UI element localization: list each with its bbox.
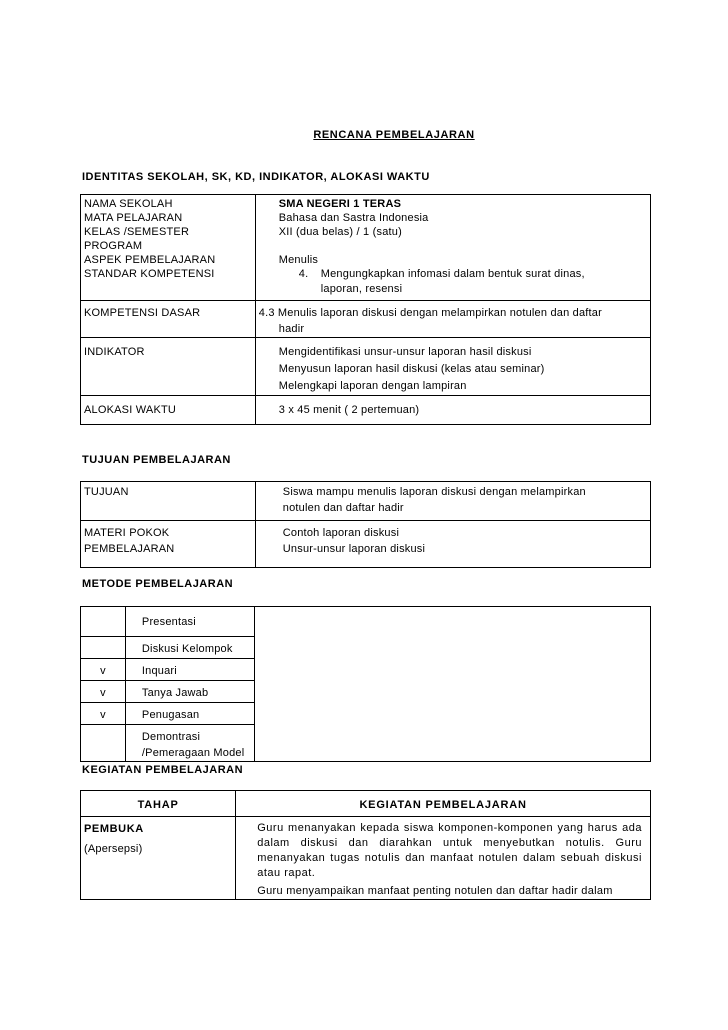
indikator-item: Mengidentifikasi unsur-unsur laporan hasil diskusi: [278, 346, 532, 358]
indikator-cell: [255, 338, 650, 396]
tujuan-cell: [255, 482, 650, 521]
metode-mark: [81, 637, 126, 659]
sk-number: 4.: [298, 268, 309, 280]
metode-mark: v: [81, 659, 126, 681]
alokasi-label: ALOKASI WAKTU: [81, 396, 256, 425]
kd-cell: [255, 301, 650, 338]
kegiatan-table: [80, 790, 651, 900]
metode-label: Tanya Jawab: [125, 681, 254, 703]
label-nama-sekolah: NAMA SEKOLAH: [84, 198, 173, 210]
metode-table: [80, 606, 651, 762]
kd-line: [259, 305, 650, 321]
table-row: [81, 521, 651, 568]
materi-cell: [255, 521, 650, 568]
identitas-table: [80, 194, 651, 425]
materi-label-cell: [81, 521, 256, 568]
kd-label: KOMPETENSI DASAR: [81, 301, 256, 338]
kd-text: Menulis laporan diskusi dengan melampirkan notulen dan daftar: [277, 307, 602, 319]
value-kelas-semester: XII (dua belas) / 1 (satu): [278, 226, 402, 238]
value-program: [279, 239, 650, 253]
sk-text: Mengungkapkan infomasi dalam bentuk surat dinas,: [320, 268, 585, 280]
tujuan-label: TUJUAN: [81, 482, 256, 521]
value-aspek: Menulis: [278, 254, 319, 266]
indikator-item: Menyusun laporan hasil diskusi (kelas atau seminar): [278, 363, 545, 375]
stage-name: PEMBUKA: [84, 823, 144, 835]
table-row: [81, 607, 651, 637]
identitas-heading: IDENTITAS SEKOLAH, SK, KD, INDIKATOR, ALOKASI WAKTU: [82, 171, 430, 183]
label-mata-pelajaran: MATA PELAJARAN: [84, 212, 183, 224]
indikator-label: INDIKATOR: [81, 338, 256, 396]
kegiatan-cell: [236, 817, 651, 900]
metode-label-cell: [125, 725, 254, 762]
metode-label: Diskusi Kelompok: [125, 637, 254, 659]
materi-label: MATERI POKOK: [84, 527, 170, 539]
tujuan-text: Siswa mampu menulis laporan diskusi dengan melampirkan: [282, 486, 586, 498]
metode-label: Demontrasi: [141, 731, 201, 743]
metode-label: Presentasi: [125, 607, 254, 637]
label-standar-kompetensi: STANDAR KOMPETENSI: [84, 268, 215, 280]
alokasi-value: 3 x 45 menit ( 2 pertemuan): [255, 396, 650, 425]
label-program: PROGRAM: [84, 240, 143, 252]
tujuan-table: [80, 481, 651, 568]
page-title: RENCANA PEMBELAJARAN: [313, 129, 475, 141]
label-kelas-semester: KELAS /SEMESTER: [84, 226, 190, 238]
metode-label: Inquari: [125, 659, 254, 681]
stage-cell: [81, 817, 236, 900]
metode-label-cont: /Pemeragaan Model: [141, 747, 245, 759]
kegiatan-text: Guru menanyakan kepada siswa komponen-komponen yang harus ada dalam diskusi dan diarahkan untuk menyebutkan notulis. Guru menanyakan tugas notulis dan manfaat notulen dalam sebuah diskusi atau rapat.: [257, 822, 642, 879]
indikator-item: Melengkapi laporan dengan lampiran: [278, 380, 467, 392]
metode-heading: METODE PEMBELAJARAN: [82, 578, 234, 590]
kd-number: 4.3: [258, 307, 275, 319]
kegiatan-text: Guru menyampaikan manfaat penting notulen dan daftar hadir dalam: [257, 885, 613, 897]
metode-empty-cell: [254, 607, 650, 762]
tujuan-text-cont: notulen dan daftar hadir: [282, 502, 404, 514]
table-row: [81, 482, 651, 521]
col-header-kegiatan: KEGIATAN PEMBELAJARAN: [236, 791, 651, 817]
table-row: [81, 195, 651, 301]
value-standar-kompetensi: [279, 267, 650, 281]
identitas-labels: [81, 195, 256, 301]
metode-mark: v: [81, 681, 126, 703]
kegiatan-heading: KEGIATAN PEMBELAJARAN: [82, 764, 244, 776]
table-row: [81, 396, 651, 425]
stage-sub: (Apersepsi): [84, 843, 143, 855]
tujuan-heading: TUJUAN PEMBELAJARAN: [82, 454, 231, 466]
metode-mark: v: [81, 703, 126, 725]
col-header-tahap: TAHAP: [81, 791, 236, 817]
metode-mark: [81, 725, 126, 762]
label-aspek: ASPEK PEMBELAJARAN: [84, 254, 216, 266]
table-row: [81, 338, 651, 396]
sk-text-cont: laporan, resensi: [320, 283, 403, 295]
table-row: [81, 301, 651, 338]
value-nama-sekolah: SMA NEGERI 1 TERAS: [278, 198, 402, 210]
metode-label: Penugasan: [125, 703, 254, 725]
materi-item: Unsur-unsur laporan diskusi: [282, 543, 426, 555]
table-row: [81, 791, 651, 817]
kd-text-cont: hadir: [278, 323, 305, 335]
value-mata-pelajaran: Bahasa dan Sastra Indonesia: [278, 212, 429, 224]
table-row: [81, 817, 651, 900]
materi-item: Contoh laporan diskusi: [282, 527, 400, 539]
metode-mark: [81, 607, 126, 637]
identitas-values: [255, 195, 650, 301]
materi-label-cont: PEMBELAJARAN: [84, 543, 175, 555]
